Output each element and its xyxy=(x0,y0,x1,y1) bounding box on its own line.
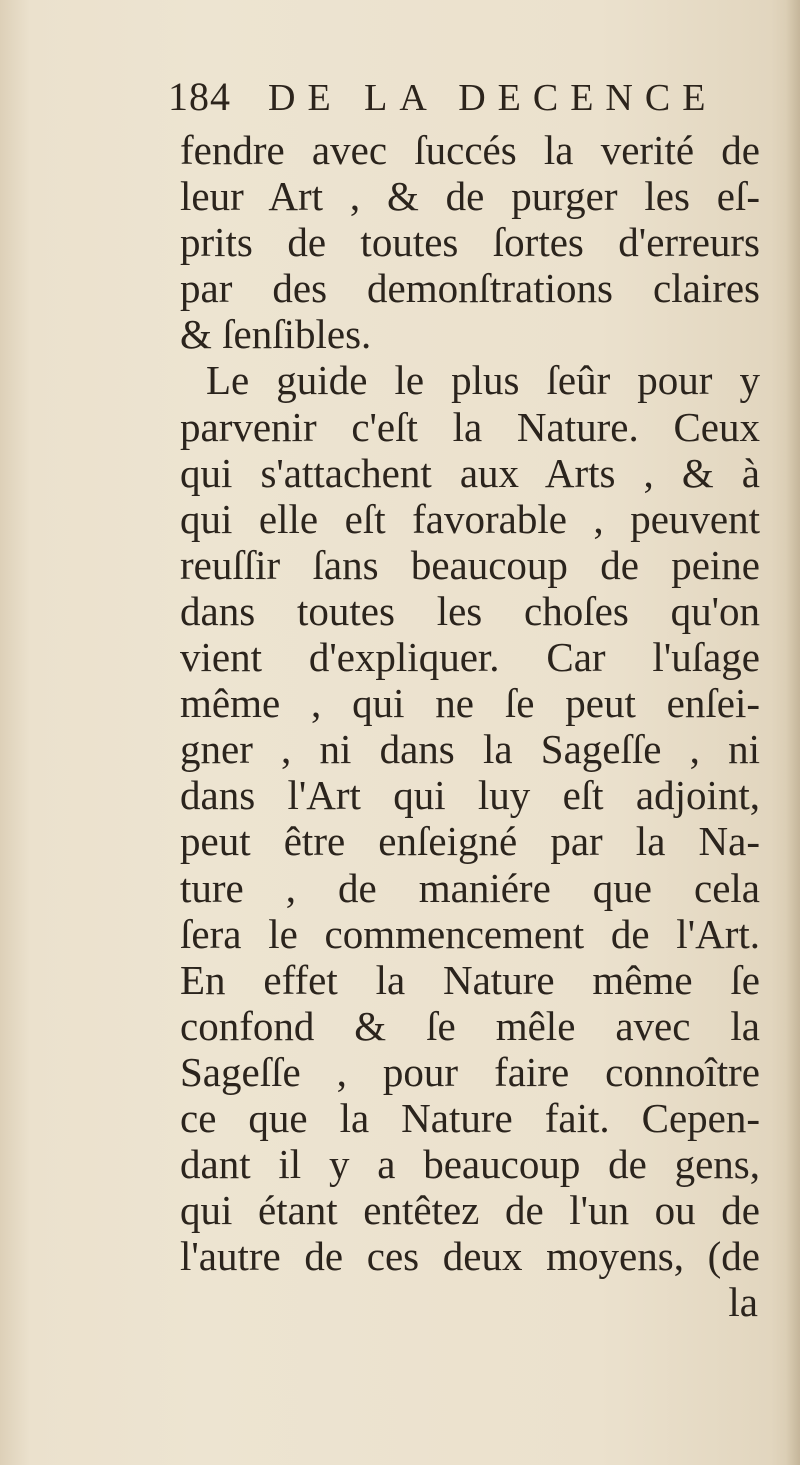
text-line: ce que la Nature fait. Cepen- xyxy=(180,1094,760,1141)
text-line: & ſenſibles. xyxy=(180,311,372,358)
text-line: dans toutes les choſes qu'on xyxy=(180,587,760,634)
text-line: qui elle eſt favorable , peuvent xyxy=(180,495,760,542)
text-line: qui s'attachent aux Arts , & à xyxy=(180,449,760,496)
text-line: par des demonſtrations claires xyxy=(180,265,760,312)
text-line: confond & ſe mêle avec la xyxy=(180,1002,760,1049)
text-line: reuſſir ſans beaucoup de peine xyxy=(180,541,760,588)
text-line: gner , ni dans la Sageſſe , ni xyxy=(180,726,760,773)
running-head: DE LA DECENCE xyxy=(268,77,718,119)
text-line: même , qui ne ſe peut enſei- xyxy=(180,680,760,727)
text-line: l'autre de ces deux moyens, (de xyxy=(180,1233,760,1280)
text-line: dant il y a beaucoup de gens, xyxy=(180,1141,760,1188)
text-line: ſera le commencement de l'Art. xyxy=(180,910,760,957)
text-line: fendre avec ſuccés la verité de xyxy=(180,127,760,173)
text-line: Sageſſe , pour faire connoître xyxy=(180,1048,760,1095)
page-number: 184 xyxy=(168,74,231,119)
text-line: parvenir c'eſt la Nature. Ceux xyxy=(180,403,760,450)
text-line: peut être enſeigné par la Na- xyxy=(180,818,760,865)
body-text xyxy=(180,127,760,1325)
page-edge-shadow xyxy=(786,0,800,1465)
page-header xyxy=(168,72,718,122)
text-line: ture , de maniére que cela xyxy=(180,864,760,911)
text-line: leur Art , & de purger les eſ- xyxy=(180,173,760,220)
paragraph-start-line: Le guide le plus ſeûr pour y xyxy=(206,357,760,404)
text-line: qui étant entêtez de l'un ou de xyxy=(180,1187,760,1234)
text-line: En effet la Nature même ſe xyxy=(180,956,760,1003)
text-line: dans l'Art qui luy eſt adjoint, xyxy=(180,772,760,819)
text-line: vient d'expliquer. Car l'uſage xyxy=(180,634,760,681)
catchword: la xyxy=(728,1279,758,1326)
text-line: prits de toutes ſortes d'erreurs xyxy=(180,219,760,266)
